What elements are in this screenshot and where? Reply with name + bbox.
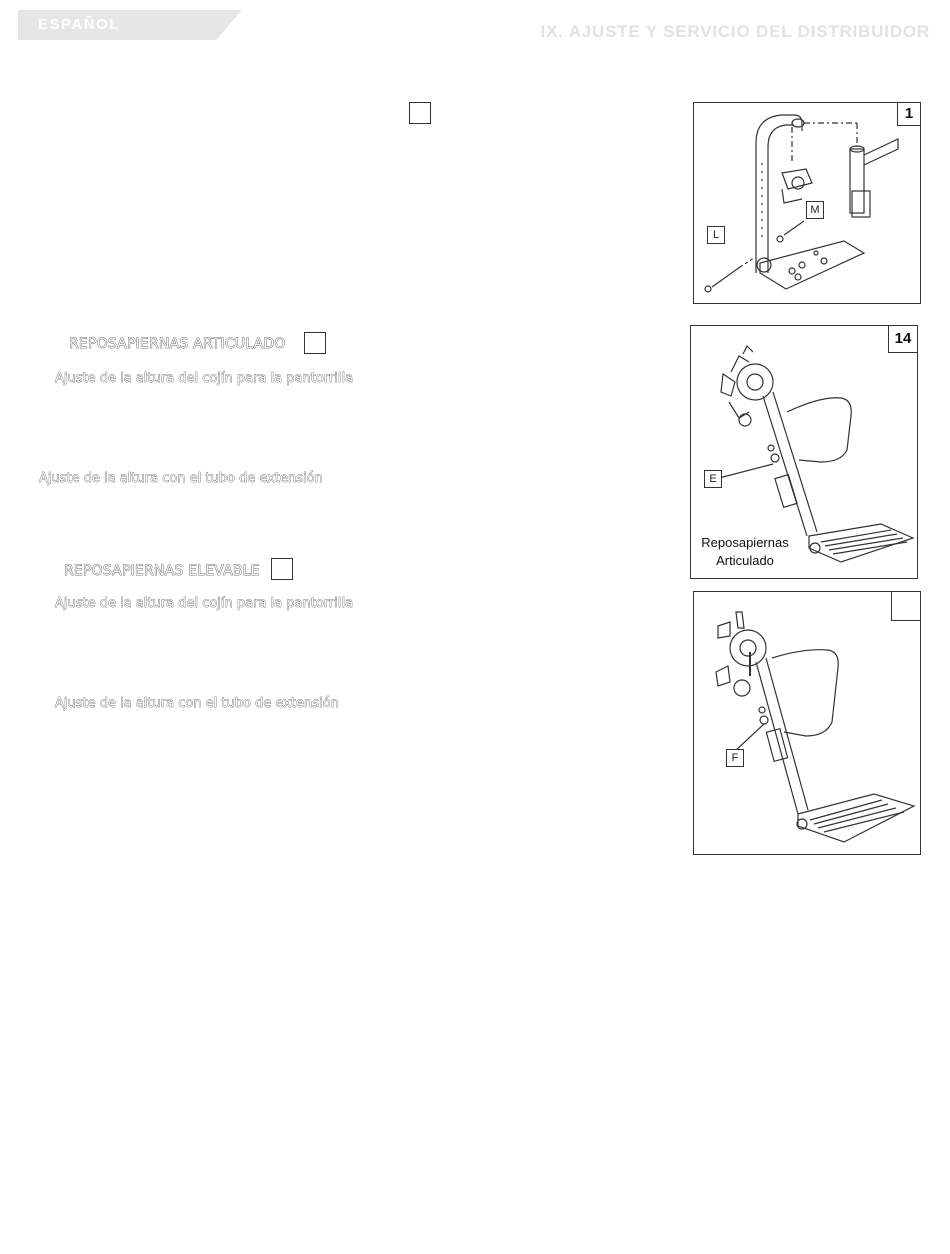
figure-ref-box (304, 332, 326, 354)
callout-label-m: M (806, 201, 824, 219)
figure-number: 1 (897, 103, 920, 126)
caption-line-1: Reposapiernas (701, 535, 789, 550)
callout-label-f: F (726, 749, 744, 767)
figure-number (891, 592, 920, 621)
figure-ref-box (271, 558, 293, 580)
figure-number: 14 (888, 326, 917, 353)
callout-label-l: L (707, 226, 725, 244)
section-heading-articulado: REPOSAPIERNAS ARTICULADO (69, 336, 286, 352)
calf-pad-adjustment-label: Ajuste de la altura del cojín para la pantorrilla (55, 371, 354, 386)
callout-label-e: E (704, 470, 722, 488)
figure-articulating-legrest (690, 325, 918, 579)
page-title: IX. AJUSTE Y SERVICIO DEL DISTRIBUIDOR (540, 22, 930, 41)
calf-pad-adjustment-label: Ajuste de la altura del cojín para la pantorrilla (55, 596, 354, 611)
language-label: ESPAÑOL (38, 16, 120, 33)
figure-footrest-assembly (693, 102, 921, 304)
elevating-legrest-illustration (694, 592, 920, 854)
extension-tube-adjustment-label: Ajuste de la altura con el tubo de extensión (39, 471, 323, 486)
language-tab (18, 10, 242, 40)
section-heading-elevable: REPOSAPIERNAS ELEVABLE (64, 563, 260, 579)
figure-caption (693, 534, 797, 570)
figure-elevating-legrest (693, 591, 921, 855)
extension-tube-adjustment-label: Ajuste de la altura con el tubo de extensión (55, 696, 339, 711)
caption-line-2: Articulado (716, 553, 774, 568)
figure-ref-box (409, 102, 431, 124)
